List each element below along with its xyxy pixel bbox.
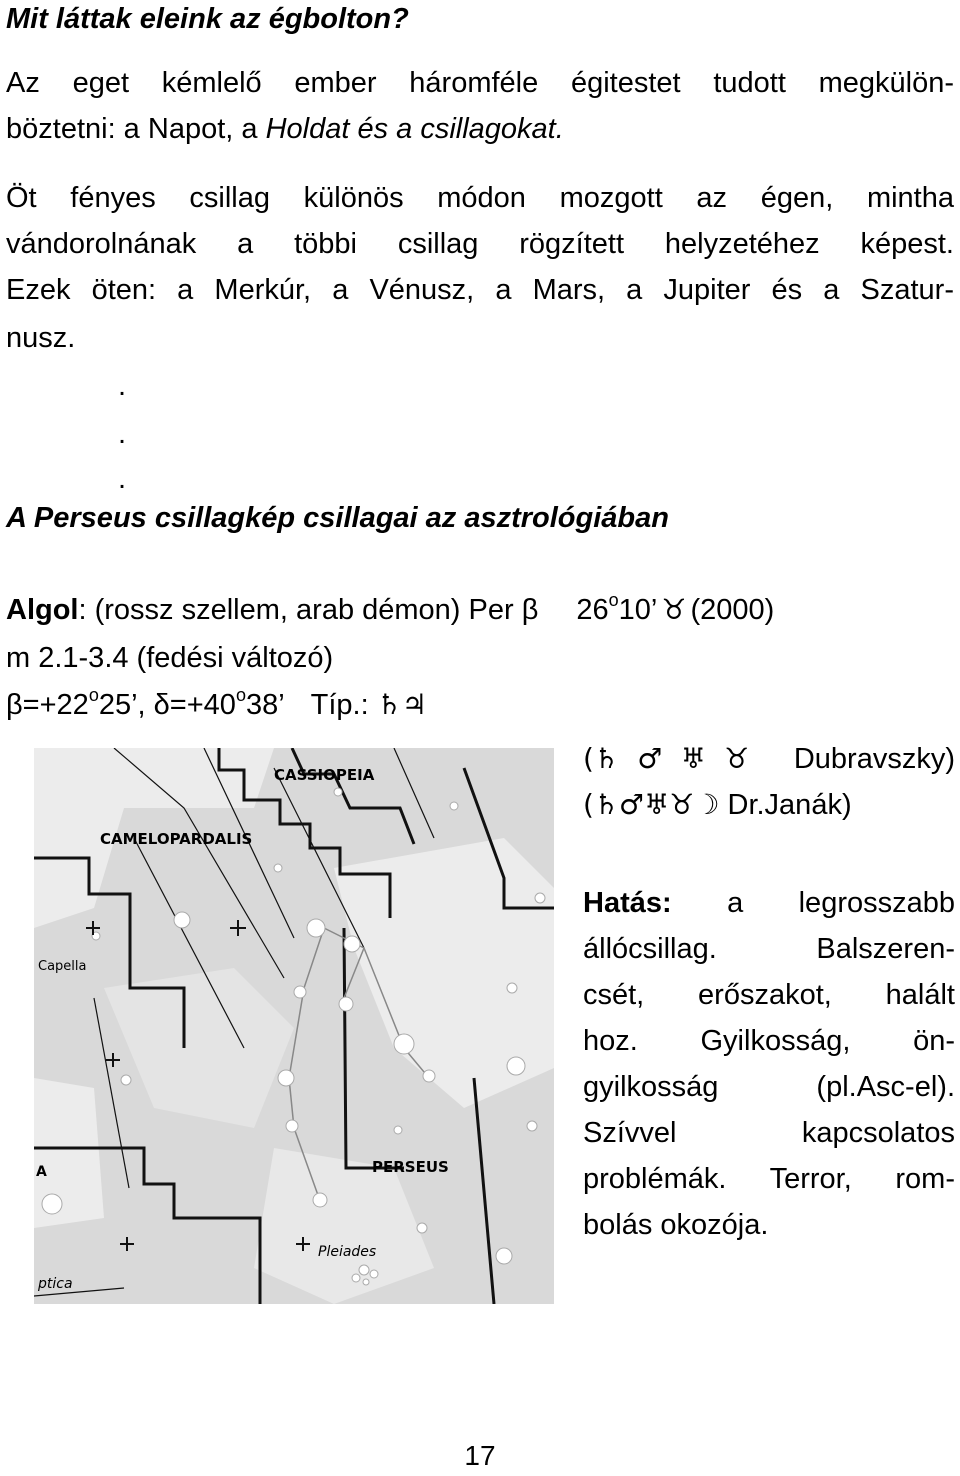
type-variants: [583, 736, 955, 828]
planets-line-3: Ezek öten: a Merkúr, a Vénusz, a Mars, a Jupiter és a Szatur-: [6, 274, 954, 306]
map-label-cassiopeia: CASSIOPEIA: [274, 766, 375, 784]
map-label-a: A: [36, 1164, 47, 1180]
planets-line-1: Öt fényes csillag különös módon mozgott az égen, mintha: [6, 182, 954, 214]
dubravszky-type: (♄♂♅♉ Dubravszky): [583, 742, 955, 775]
saturn-jupiter-symbols: ♄♃: [376, 688, 427, 721]
planets-line-2: vándorolnának a többi csillag rögzített helyzetéhez képest.: [6, 228, 954, 260]
taurus-icon: ♉: [661, 593, 687, 626]
map-label-ptica: ptica: [38, 1276, 73, 1292]
map-label-camelopardalis: CAMELOPARDALIS: [100, 830, 253, 848]
intro-line-2: böztetni: a Napot, a Holdat és a csillagokat.: [6, 113, 564, 145]
perseus-star-map: [34, 748, 554, 1304]
intro-line-1: Az eget kémlelő ember háromféle égitestet tudott megkülön-: [6, 67, 954, 99]
ellipsis-dot: .: [118, 370, 127, 402]
map-label-pleiades: Pleiades: [318, 1244, 377, 1260]
page-heading: Mit láttak eleink az égbolton?: [6, 3, 409, 35]
ellipsis-dot: .: [118, 418, 127, 450]
planets-line-4: nusz.: [6, 322, 76, 354]
section-heading: A Perseus csillagkép csillagai az asztrológiában: [6, 502, 669, 534]
map-label-capella: Capella: [38, 959, 87, 974]
algol-line-1: Algol: (rossz szellem, arab démon) Per β 26$^o$10’ ♉ (2000): [6, 590, 775, 626]
map-label-perseus: PERSEUS: [372, 1158, 449, 1176]
effect-text: Hatás: a legrosszabb állócsillag. Balszeren- csét, erőszakot, halált hoz. Gyilkosság, ön- gyilkosság (pl.Asc-el). Szívvel kapcsolatos problémák. Terror, rom- bolás okozója.: [583, 887, 955, 1241]
page-number: 17: [464, 1440, 496, 1471]
algol-line-3: $\beta=+22^o25$’, $\delta=+40^o38$’ Típ.: ♄♃: [6, 685, 427, 721]
janak-type: (♄♂♅♉☽ Dr.Janák): [583, 788, 852, 821]
ellipsis-dot: .: [118, 463, 127, 495]
algol-line-2: m 2.1-3.4 (fedési változó): [6, 642, 334, 674]
